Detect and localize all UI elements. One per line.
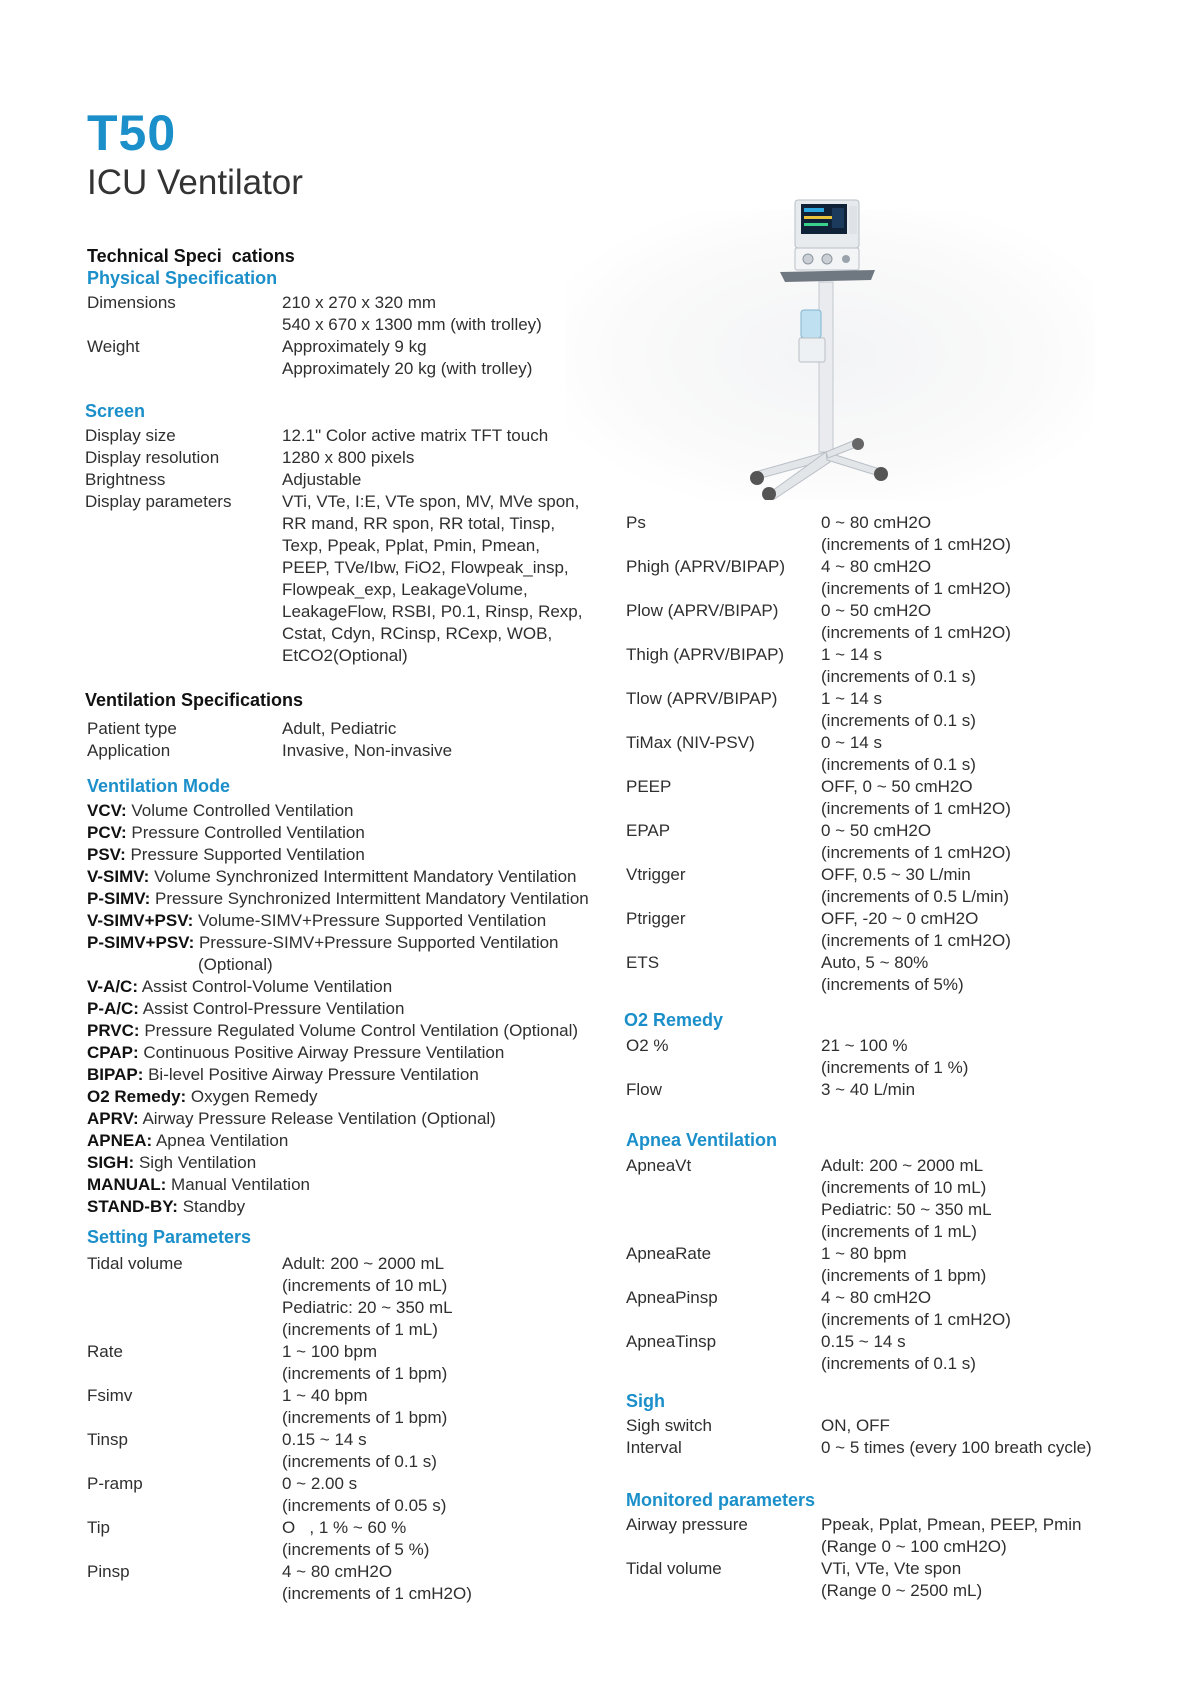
spec-value: 1280 x 800 pixels [282,448,415,467]
mode-abbreviation: VCV: [87,801,127,820]
mode-description: Oxygen Remedy [186,1087,318,1106]
spec-value: Adult, Pediatric [282,719,397,738]
spec-value: 0 ~ 50 cmH2O [821,601,932,620]
sigh-heading: Sigh [626,1391,665,1411]
spec-value: (increments of 1 bpm) [282,1364,448,1383]
ventilation-mode-item [87,888,589,910]
o2-remedy-heading: O2 Remedy [624,1010,724,1030]
mode-description: Manual Ventilation [166,1175,310,1194]
ventilation-mode-item [87,866,576,888]
spec-value: (increments of 0.5 L/min) [821,887,1010,906]
spec-label: Weight [87,337,140,356]
ventilation-mode-item [87,1108,496,1130]
mode-description: (Optional) [198,955,273,974]
spec-label: Thigh (APRV/BIPAP) [626,645,785,664]
mode-description: Volume Controlled Ventilation [126,801,354,820]
spec-value: (increments of 10 mL) [821,1178,987,1197]
apnea-ventilation-heading: Apnea Ventilation [626,1130,778,1150]
spec-label: Airway pressure [626,1515,748,1534]
spec-value: 540 x 670 x 1300 mm (with trolley) [282,315,542,334]
spec-value: 1 ~ 40 bpm [282,1386,368,1405]
spec-value: 1 ~ 100 bpm [282,1342,377,1361]
spec-label: ApneaPinsp [626,1288,718,1307]
spec-value: 0 ~ 50 cmH2O [821,821,932,840]
spec-value: (increments of 0.1 s) [282,1452,437,1471]
spec-label: Tidal volume [626,1559,722,1578]
mode-description: Sigh Ventilation [134,1153,257,1172]
spec-value: 0.15 ~ 14 s [821,1332,906,1351]
ventilation-mode-heading: Ventilation Mode [87,776,231,796]
mode-description: Pressure Supported Ventilation [125,845,365,864]
spec-label: Phigh (APRV/BIPAP) [626,557,786,576]
spec-label: Fsimv [87,1386,133,1405]
spec-label: TiMax (NIV-PSV) [626,733,755,752]
spec-value: OFF, 0 ~ 50 cmH2O [821,777,973,796]
mode-description: Apnea Ventilation [152,1131,289,1150]
spec-value: (increments of 1 mL) [821,1222,977,1241]
mode-description: Bi-level Positive Airway Pressure Ventilation [143,1065,479,1084]
setting-parameters-heading: Setting Parameters [87,1227,252,1247]
technical-specifications-heading: Technical Speci cations [87,246,295,266]
spec-value: VTi, VTe, I:E, VTe spon, MV, MVe spon, [282,492,580,511]
spec-value: Cstat, Cdyn, RCinsp, RCexp, WOB, [282,624,553,643]
spec-value: (increments of 1 cmH2O) [821,843,1011,862]
spec-label: O2 % [626,1036,669,1055]
mode-abbreviation: V-SIMV: [87,867,150,886]
ventilation-mode-item [87,1020,578,1042]
spec-value: (increments of 1 mL) [282,1320,438,1339]
spec-label: Ptrigger [626,909,686,928]
mode-abbreviation: O2 Remedy: [87,1087,187,1106]
spec-value: 4 ~ 80 cmH2O [821,1288,932,1307]
spec-label: Brightness [85,470,166,489]
spec-label: Tip [87,1518,110,1537]
spec-value: Adult: 200 ~ 2000 mL [821,1156,984,1175]
ventilation-mode-item [87,976,392,998]
spec-value: ON, OFF [821,1416,890,1435]
spec-value: (increments of 1 bpm) [282,1408,448,1427]
model-title: T50 [87,105,177,161]
spec-label: ApneaVt [626,1156,692,1175]
mode-description: Standby [177,1197,246,1216]
spec-label: Tlow (APRV/BIPAP) [626,689,778,708]
spec-value: VTi, VTe, Vte spon [821,1559,962,1578]
spec-value: (increments of 1 %) [821,1058,969,1077]
ventilation-mode-item [87,822,365,844]
spec-label: Application [87,741,171,760]
spec-label: Display resolution [85,448,220,467]
mode-abbreviation: SIGH: [87,1153,135,1172]
mode-abbreviation: PRVC: [87,1021,140,1040]
spec-value: (increments of 1 cmH2O) [821,535,1011,554]
ventilation-mode-item [87,1130,288,1152]
spec-value: 1 ~ 80 bpm [821,1244,907,1263]
ventilation-mode-item [87,998,404,1020]
ventilator-image [565,170,1095,500]
spec-label: PEEP [626,777,672,796]
mode-description: Pressure Controlled Ventilation [126,823,365,842]
spec-value: 21 ~ 100 % [821,1036,908,1055]
spec-value: Ppeak, Pplat, Pmean, PEEP, Pmin [821,1515,1082,1534]
spec-value: 12.1" Color active matrix TFT touch [282,426,549,445]
ventilation-specifications-heading: Ventilation Specifications [85,690,304,710]
mode-abbreviation: BIPAP: [87,1065,144,1084]
spec-value: Adjustable [282,470,362,489]
spec-value: 210 x 270 x 320 mm [282,293,437,312]
spec-value: Auto, 5 ~ 80% [821,953,929,972]
spec-value: (increments of 0.1 s) [821,755,976,774]
mode-abbreviation: PSV: [87,845,126,864]
mode-abbreviation: P-SIMV+PSV: [87,933,195,952]
spec-value: 4 ~ 80 cmH2O [282,1562,393,1581]
spec-label: Flow [626,1080,662,1099]
mode-description: Volume-SIMV+Pressure Supported Ventilation [193,911,547,930]
mode-abbreviation: P-SIMV: [87,889,151,908]
spec-value: Flowpeak_exp, LeakageVolume, [282,580,528,599]
ventilation-mode-item [87,1152,256,1174]
spec-label: ApneaRate [626,1244,712,1263]
spec-value: (increments of 0.05 s) [282,1496,447,1515]
spec-value: 1 ~ 14 s [821,645,882,664]
spec-label: Plow (APRV/BIPAP) [626,601,779,620]
ventilation-mode-item [87,1064,479,1086]
spec-value: Approximately 20 kg (with trolley) [282,359,533,378]
mode-abbreviation: STAND-BY: [87,1197,178,1216]
spec-value: Approximately 9 kg [282,337,427,356]
ventilation-mode-item [87,1086,318,1108]
spec-label: Tinsp [87,1430,128,1449]
mode-abbreviation: V-SIMV+PSV: [87,911,194,930]
mode-description: Continuous Positive Airway Pressure Ventilation [138,1043,505,1062]
ventilation-mode-item [87,1196,245,1218]
spec-label: Patient type [87,719,177,738]
spec-value: 0.15 ~ 14 s [282,1430,367,1449]
screen-heading: Screen [85,401,146,421]
spec-value: 0 ~ 14 s [821,733,882,752]
spec-label: Sigh switch [626,1416,712,1435]
spec-value: (Range 0 ~ 100 cmH2O) [821,1537,1007,1556]
spec-value: RR mand, RR spon, RR total, Tinsp, [282,514,556,533]
spec-value: Pediatric: 20 ~ 350 mL [282,1298,453,1317]
ventilation-mode-item [87,910,546,932]
ventilation-mode-item [87,800,354,822]
ventilation-mode-item [87,932,559,954]
spec-value: (increments of 0.1 s) [821,711,976,730]
spec-value: LeakageFlow, RSBI, P0.1, Rinsp, Rexp, [282,602,583,621]
mode-abbreviation: APRV: [87,1109,139,1128]
spec-value: OFF, 0.5 ~ 30 L/min [821,865,971,884]
spec-value: O , 1 % ~ 60 % [282,1518,407,1537]
mode-description: Airway Pressure Release Ventilation (Optional) [138,1109,496,1128]
spec-value: Pediatric: 50 ~ 350 mL [821,1200,992,1219]
mode-description: Assist Control-Pressure Ventilation [138,999,405,1018]
spec-label: Display size [85,426,176,445]
spec-label: Tidal volume [87,1254,183,1273]
mode-description: Volume Synchronized Intermittent Mandatory Ventilation [149,867,577,886]
monitored-parameters-heading: Monitored parameters [626,1490,816,1510]
spec-value: Texp, Ppeak, Pplat, Pmin, Pmean, [282,536,540,555]
spec-value: PEEP, TVe/Ibw, FiO2, Flowpeak_insp, [282,558,569,577]
product-subtitle: ICU Ventilator [87,163,303,202]
ventilation-mode-item [87,1042,504,1064]
physical-specification-heading: Physical Specification [87,268,278,288]
spec-label: ApneaTinsp [626,1332,717,1351]
mode-description: Pressure Regulated Volume Control Ventilation (Optional) [139,1021,579,1040]
spec-value: (increments of 1 cmH2O) [821,1310,1011,1329]
ventilation-mode-item [87,844,365,866]
mode-description: Pressure-SIMV+Pressure Supported Ventilation [194,933,559,952]
mode-abbreviation: V-A/C: [87,977,138,996]
mode-abbreviation: APNEA: [87,1131,153,1150]
spec-value: Adult: 200 ~ 2000 mL [282,1254,445,1273]
spec-value: (increments of 1 bpm) [821,1266,987,1285]
ventilation-mode-item [87,1174,310,1196]
spec-value: (increments of 1 cmH2O) [821,931,1011,950]
spec-label: P-ramp [87,1474,143,1493]
spec-label: Pinsp [87,1562,130,1581]
spec-label: Dimensions [87,293,176,312]
spec-value: (Range 0 ~ 2500 mL) [821,1581,983,1600]
spec-label: Ps [626,513,646,532]
spec-value: EtCO2(Optional) [282,646,408,665]
spec-value: (increments of 1 cmH2O) [821,623,1011,642]
spec-value: 4 ~ 80 cmH2O [821,557,932,576]
mode-abbreviation: CPAP: [87,1043,139,1062]
spec-value: (increments of 0.1 s) [821,667,976,686]
spec-value: 1 ~ 14 s [821,689,882,708]
mode-abbreviation: PCV: [87,823,127,842]
mode-abbreviation: MANUAL: [87,1175,167,1194]
mode-abbreviation: P-A/C: [87,999,139,1018]
spec-value: 0 ~ 80 cmH2O [821,513,932,532]
spec-label: Display parameters [85,492,232,511]
spec-value: OFF, -20 ~ 0 cmH2O [821,909,979,928]
spec-value: (increments of 1 cmH2O) [282,1584,472,1603]
spec-label: ETS [626,953,660,972]
spec-value: 0 ~ 5 times (every 100 breath cycle) [821,1438,1092,1457]
mode-description: Pressure Synchronized Intermittent Mandatory Ventilation [150,889,589,908]
spec-value: (increments of 5 %) [282,1540,430,1559]
spec-value: (increments of 5%) [821,975,964,994]
spec-label: Rate [87,1342,123,1361]
spec-value: (increments of 1 cmH2O) [821,799,1011,818]
spec-value: (increments of 1 cmH2O) [821,579,1011,598]
spec-label: Vtrigger [626,865,686,884]
spec-value: Invasive, Non-invasive [282,741,453,760]
spec-label: EPAP [626,821,671,840]
spec-value: (increments of 10 mL) [282,1276,448,1295]
spec-value: 0 ~ 2.00 s [282,1474,358,1493]
mode-description: Assist Control-Volume Ventilation [138,977,393,996]
spec-value: 3 ~ 40 L/min [821,1080,916,1099]
spec-label: Interval [626,1438,682,1457]
spec-value: (increments of 0.1 s) [821,1354,976,1373]
ventilation-mode-item [198,954,273,976]
